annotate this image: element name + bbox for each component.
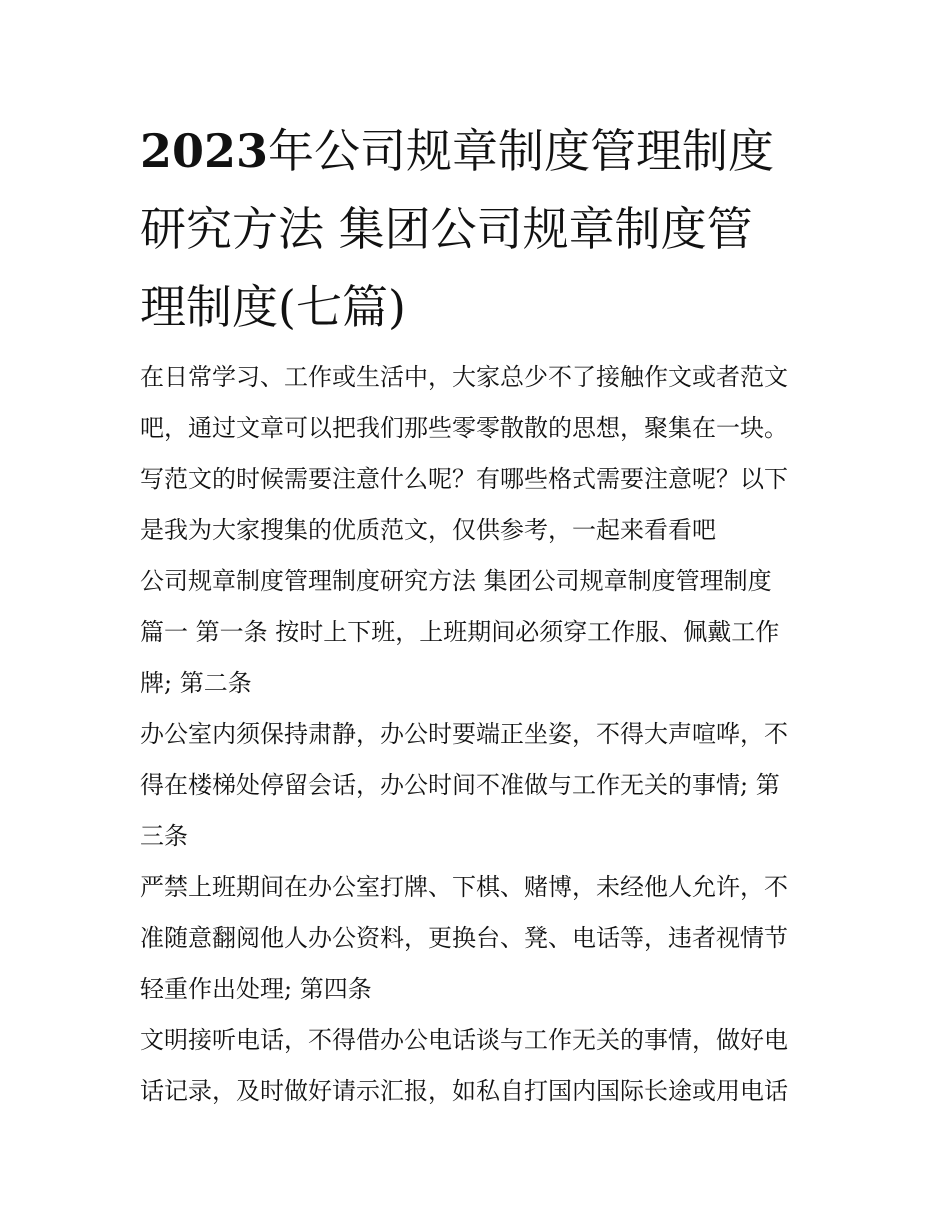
body-line: 篇一 第一条 按时上下班，上班期间必须穿工作服、佩戴工作 bbox=[140, 618, 780, 646]
body-line: 写范文的时候需要注意什么呢？有哪些格式需要注意呢？以下 bbox=[140, 465, 788, 493]
document-body bbox=[140, 352, 820, 1117]
body-line: 吧，通过文章可以把我们那些零零散散的思想，聚集在一块。 bbox=[140, 414, 788, 442]
body-line: 在日常学习、工作或生活中，大家总少不了接触作文或者范文 bbox=[140, 363, 788, 391]
body-line: 得在楼梯处停留会话，办公时间不准做与工作无关的事情; 第 bbox=[140, 771, 780, 799]
body-line: 话记录，及时做好请示汇报，如私自打国内国际长途或用电话 bbox=[140, 1077, 788, 1105]
body-line: 准随意翻阅他人办公资料，更换台、凳、电话等，违者视情节 bbox=[140, 924, 788, 952]
title-year: 2023 bbox=[140, 124, 269, 178]
body-line: 三条 bbox=[140, 822, 188, 850]
body-line: 轻重作出处理; 第四条 bbox=[140, 975, 372, 1003]
title-line-1-text: 年公司规章制度管理制度 bbox=[268, 124, 775, 178]
body-line: 办公室内须保持肃静，办公时要端正坐姿，不得大声喧哗，不 bbox=[140, 720, 788, 748]
body-line: 是我为大家搜集的优质范文，仅供参考，一起来看看吧 bbox=[140, 516, 716, 544]
body-line: 严禁上班期间在办公室打牌、下棋、赌博，未经他人允许，不 bbox=[140, 873, 788, 901]
body-line: 文明接听电话，不得借办公电话谈与工作无关的事情，做好电 bbox=[140, 1026, 788, 1054]
document-title bbox=[140, 112, 820, 346]
body-line: 牌; 第二条 bbox=[140, 669, 252, 697]
title-line-2: 研究方法 集团公司规章制度管 bbox=[140, 202, 753, 256]
body-line: 公司规章制度管理制度研究方法 集团公司规章制度管理制度 bbox=[140, 567, 772, 595]
title-line-1 bbox=[140, 112, 820, 190]
title-line-3: 理制度(七篇) bbox=[140, 280, 406, 334]
